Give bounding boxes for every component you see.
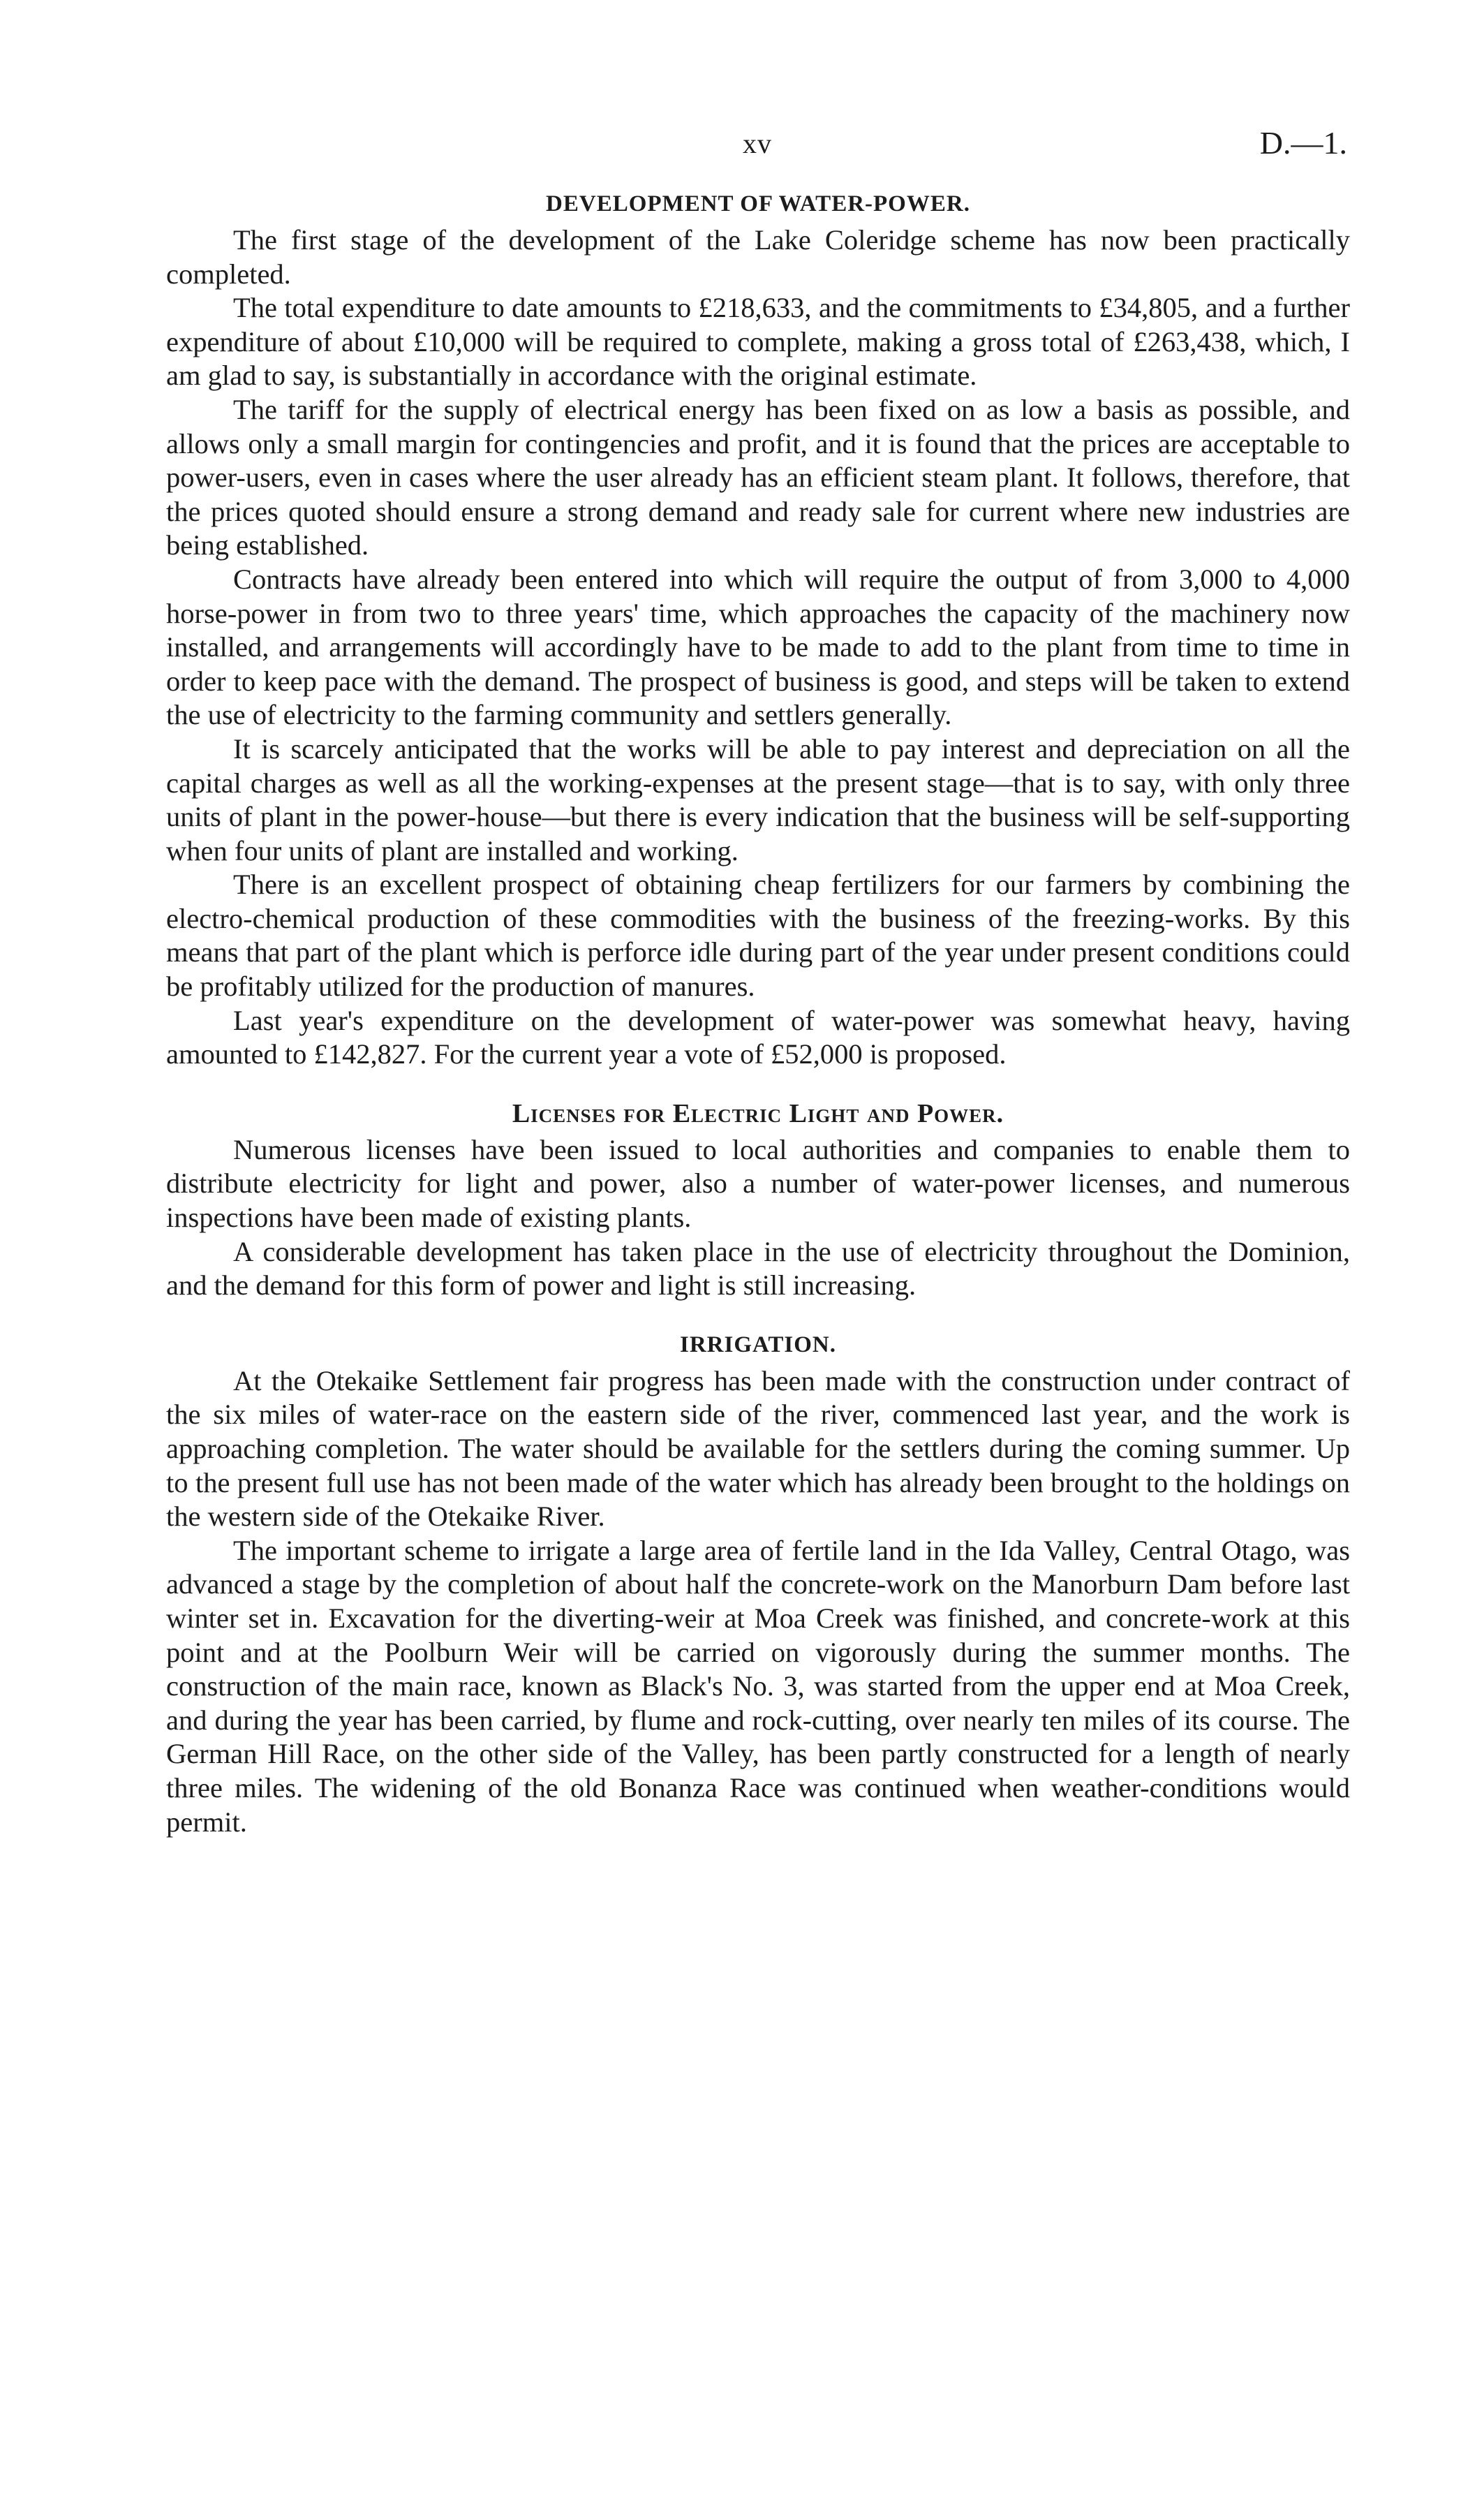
page-number: xv bbox=[743, 128, 772, 159]
section-title-irrigation: IRRIGATION. bbox=[679, 1332, 836, 1357]
paragraph: The first stage of the development of the Lake Coleridge scheme has now been practically completed. bbox=[166, 224, 1350, 290]
section-title-water-power: DEVELOPMENT OF WATER-POWER. bbox=[546, 191, 970, 216]
paragraph: There is an excellent prospect of obtaining cheap fertilizers for our farmers by combining the electro-chemical production of these commodities with the business of the freezing-works. By this means that part of the plant which is perforce idle during part of the year under present conditions could be profitably utilized for the production of manures. bbox=[166, 869, 1350, 1003]
paragraph: Last year's expenditure on the development of water-power was somewhat heavy, having amounted to £142,827. For the current year a vote of £52,000 is proposed. bbox=[166, 1004, 1350, 1070]
body-text bbox=[166, 187, 1350, 1839]
document-reference: D.—1. bbox=[1259, 125, 1347, 161]
paragraph: The important scheme to irrigate a large area of fertile land in the Ida Valley, Central Otago, was advanced a stage by the completion of about half the concrete-work on the Manorburn Dam before last winter set in. Excavation for the diverting-weir at Moa Creek was finished, and concrete-work at this point and at the Poolburn Weir will be carried on vigorously during the summer months. The construction of the main race, known as Black's No. 3, was started from the upper end at Moa Creek, and during the year has been carried, by flume and rock-cutting, over nearly ten miles of its course. The German Hill Race, on the other side of the Valley, has been partly constructed for a length of nearly three miles. The widening of the old Bonanza Race was continued when weather-conditions would permit. bbox=[166, 1534, 1350, 1838]
section-spacer bbox=[166, 1072, 1350, 1097]
paragraph: The tariff for the supply of electrical energy has been fixed on as low a basis as possible, and allows only a small margin for contingencies and profit, and it is found that the prices are acceptable to power-users, even in cases where the user already has an efficient steam plant. It follows, therefore, that the prices quoted should ensure a strong demand and ready sale for current where new industries are being established. bbox=[166, 393, 1350, 561]
paragraph: A considerable development has taken place in the use of electricity throughout the Dominion, and the demand for this form of power and light is still increasing. bbox=[166, 1235, 1350, 1301]
section-title-licenses: Licenses for Electric Light and Power. bbox=[512, 1098, 1004, 1128]
section-spacer bbox=[166, 1303, 1350, 1328]
paragraph: Contracts have already been entered into which will require the output of from 3,000 to 4,000 horse-power in from two to three years' time, which approaches the capacity of the machinery now installed, and arrangements will accordingly have to be made to add to the plant from time to time in order to keep pace with the demand. The prospect of business is good, and steps will be taken to extend the use of electricity to the farming community and settlers generally. bbox=[166, 563, 1350, 731]
paragraph: It is scarcely anticipated that the works will be able to pay interest and depreciation on all the capital charges as well as all the working-expenses at the present stage—that is to say, with only three units of plant in the power-house—but there is every indication that the business will be self-supporting when four units of plant are installed and working. bbox=[166, 732, 1350, 866]
paragraph: The total expenditure to date amounts to £218,633, and the commitments to £34,805, and a further expenditure of about £10,000 will be required to complete, making a gross total of £263,438, which, I am glad to say, is substantially in accordance with the original estimate. bbox=[166, 292, 1350, 392]
paragraph: At the Otekaike Settlement fair progress has been made with the construction under contract of the six miles of water-race on the eastern side of the river, commenced last year, and the work is approaching completion. The water should be available for the settlers during the coming summer. Up to the present full use has not been made of the water which has already been brought to the holdings on the western side of the Otekaike River. bbox=[166, 1364, 1350, 1533]
paragraph: Numerous licenses have been issued to local authorities and companies to enable them to distribute electricity for light and power, also a number of water-power licenses, and numerous inspections have been made of existing plants. bbox=[166, 1133, 1350, 1234]
